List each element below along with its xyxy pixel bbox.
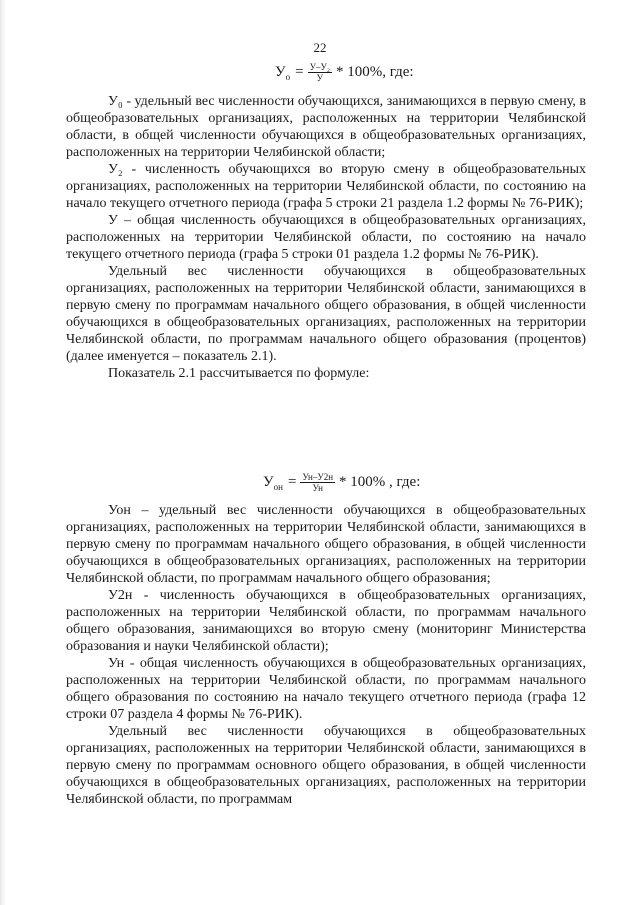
formula-lhs-subscript: о (285, 71, 291, 82)
paragraph-definition-u: У – общая численность обучающихся в общеобразовательных организациях, расположенных на территории Челябинской области, по состоянию на начало текущего отчетного периода (графа 5 строки 01 раздела 1.2 формы № 76-РИК). (66, 213, 586, 262)
formula-fraction (308, 62, 332, 83)
formula-tail: * 100% , где: (339, 474, 421, 490)
formula-tail: * 100%, где: (335, 64, 414, 80)
formula-numerator: У–У₂ (309, 62, 330, 72)
paragraph-definition-un: Ун - общая численность обучающихся в общеобразовательных организациях, расположенных на территории Челябинской области, по программам начального общего образования по состоянию на начало текущего отчетного периода (графа 12 строки 07 раздела 4 формы № 76-РИК). (66, 656, 586, 722)
paragraph-definition-uon: Уон – удельный вес численности обучающихся в общеобразовательных организациях, расположенных на территории Челябинской области, занимающихся в первую смену по программам начального общего образования, в общей численности обучающихся в общеобразовательных организациях, расположенных на территории Челябинской области, по программам начального общего образования; (66, 503, 586, 586)
paragraph-definition-u0: У₀ - удельный вес численности обучающихся, занимающихся в первую смену, в общеобразовательных организациях, расположенных на территории Челябинской области, в общей численности обучающихся в общеобразовательных организациях, расположенных на территории Челябинской области; (66, 94, 586, 160)
formula-fraction (300, 472, 335, 493)
formula-numerator: Ун–У2н (302, 472, 334, 482)
formula-lhs: У (275, 64, 286, 80)
paragraph-definition-u2n: У2н - численность обучающихся в общеобразовательных организациях, расположенных на территории Челябинской области, по программам начального общего образования, занимающихся во вторую смену (мониторинг Министерства образования и науки Челябинской области); (66, 588, 586, 654)
formula-denominator: У (316, 73, 323, 83)
formula-equals: = (287, 474, 297, 490)
formula-lhs-subscript: он (273, 481, 283, 492)
page-number: 22 (313, 40, 327, 55)
formula-denominator: Ун (312, 483, 323, 493)
formula-share-first-shift (275, 62, 414, 83)
formula-lhs: У (263, 474, 274, 490)
formula-equals: = (295, 64, 304, 80)
definitions-block-2 (66, 502, 586, 808)
paragraph-definition-u2: У₂ - численность обучающихся во вторую смену в общеобразовательных организациях, расположенных на территории Челябинской области, по состоянию на начало текущего отчетного периода (графа 5 строки 21 раздела 1.2 формы № 76-РИК); (66, 162, 586, 211)
scan-edge-shadow (0, 0, 6, 905)
formula-indicator-2-1 (263, 472, 420, 493)
paragraph-indicator-2-1-formula-intro: Показатель 2.1 рассчитывается по формуле: (108, 366, 370, 381)
definitions-block-1 (66, 93, 586, 382)
paragraph-basic-education-intro: Удельный вес численности обучающихся в общеобразовательных организациях, расположенных на территории Челябинской области, занимающихся в первую смену по программам основного общего образования, в общей численности обучающихся в общеобразовательных организациях, расположенных на территории Челябинской области, по программам (66, 724, 586, 807)
paragraph-indicator-2-1-intro: Удельный вес численности обучающихся в общеобразовательных организациях, расположенных на территории Челябинской области, занимающихся в первую смену по программам начального общего образования, в общей численности обучающихся в общеобразовательных организациях, расположенных на территории Челябинской области, по программам начального общего образования (процентов) (далее именуется – показатель 2.1). (66, 264, 586, 364)
